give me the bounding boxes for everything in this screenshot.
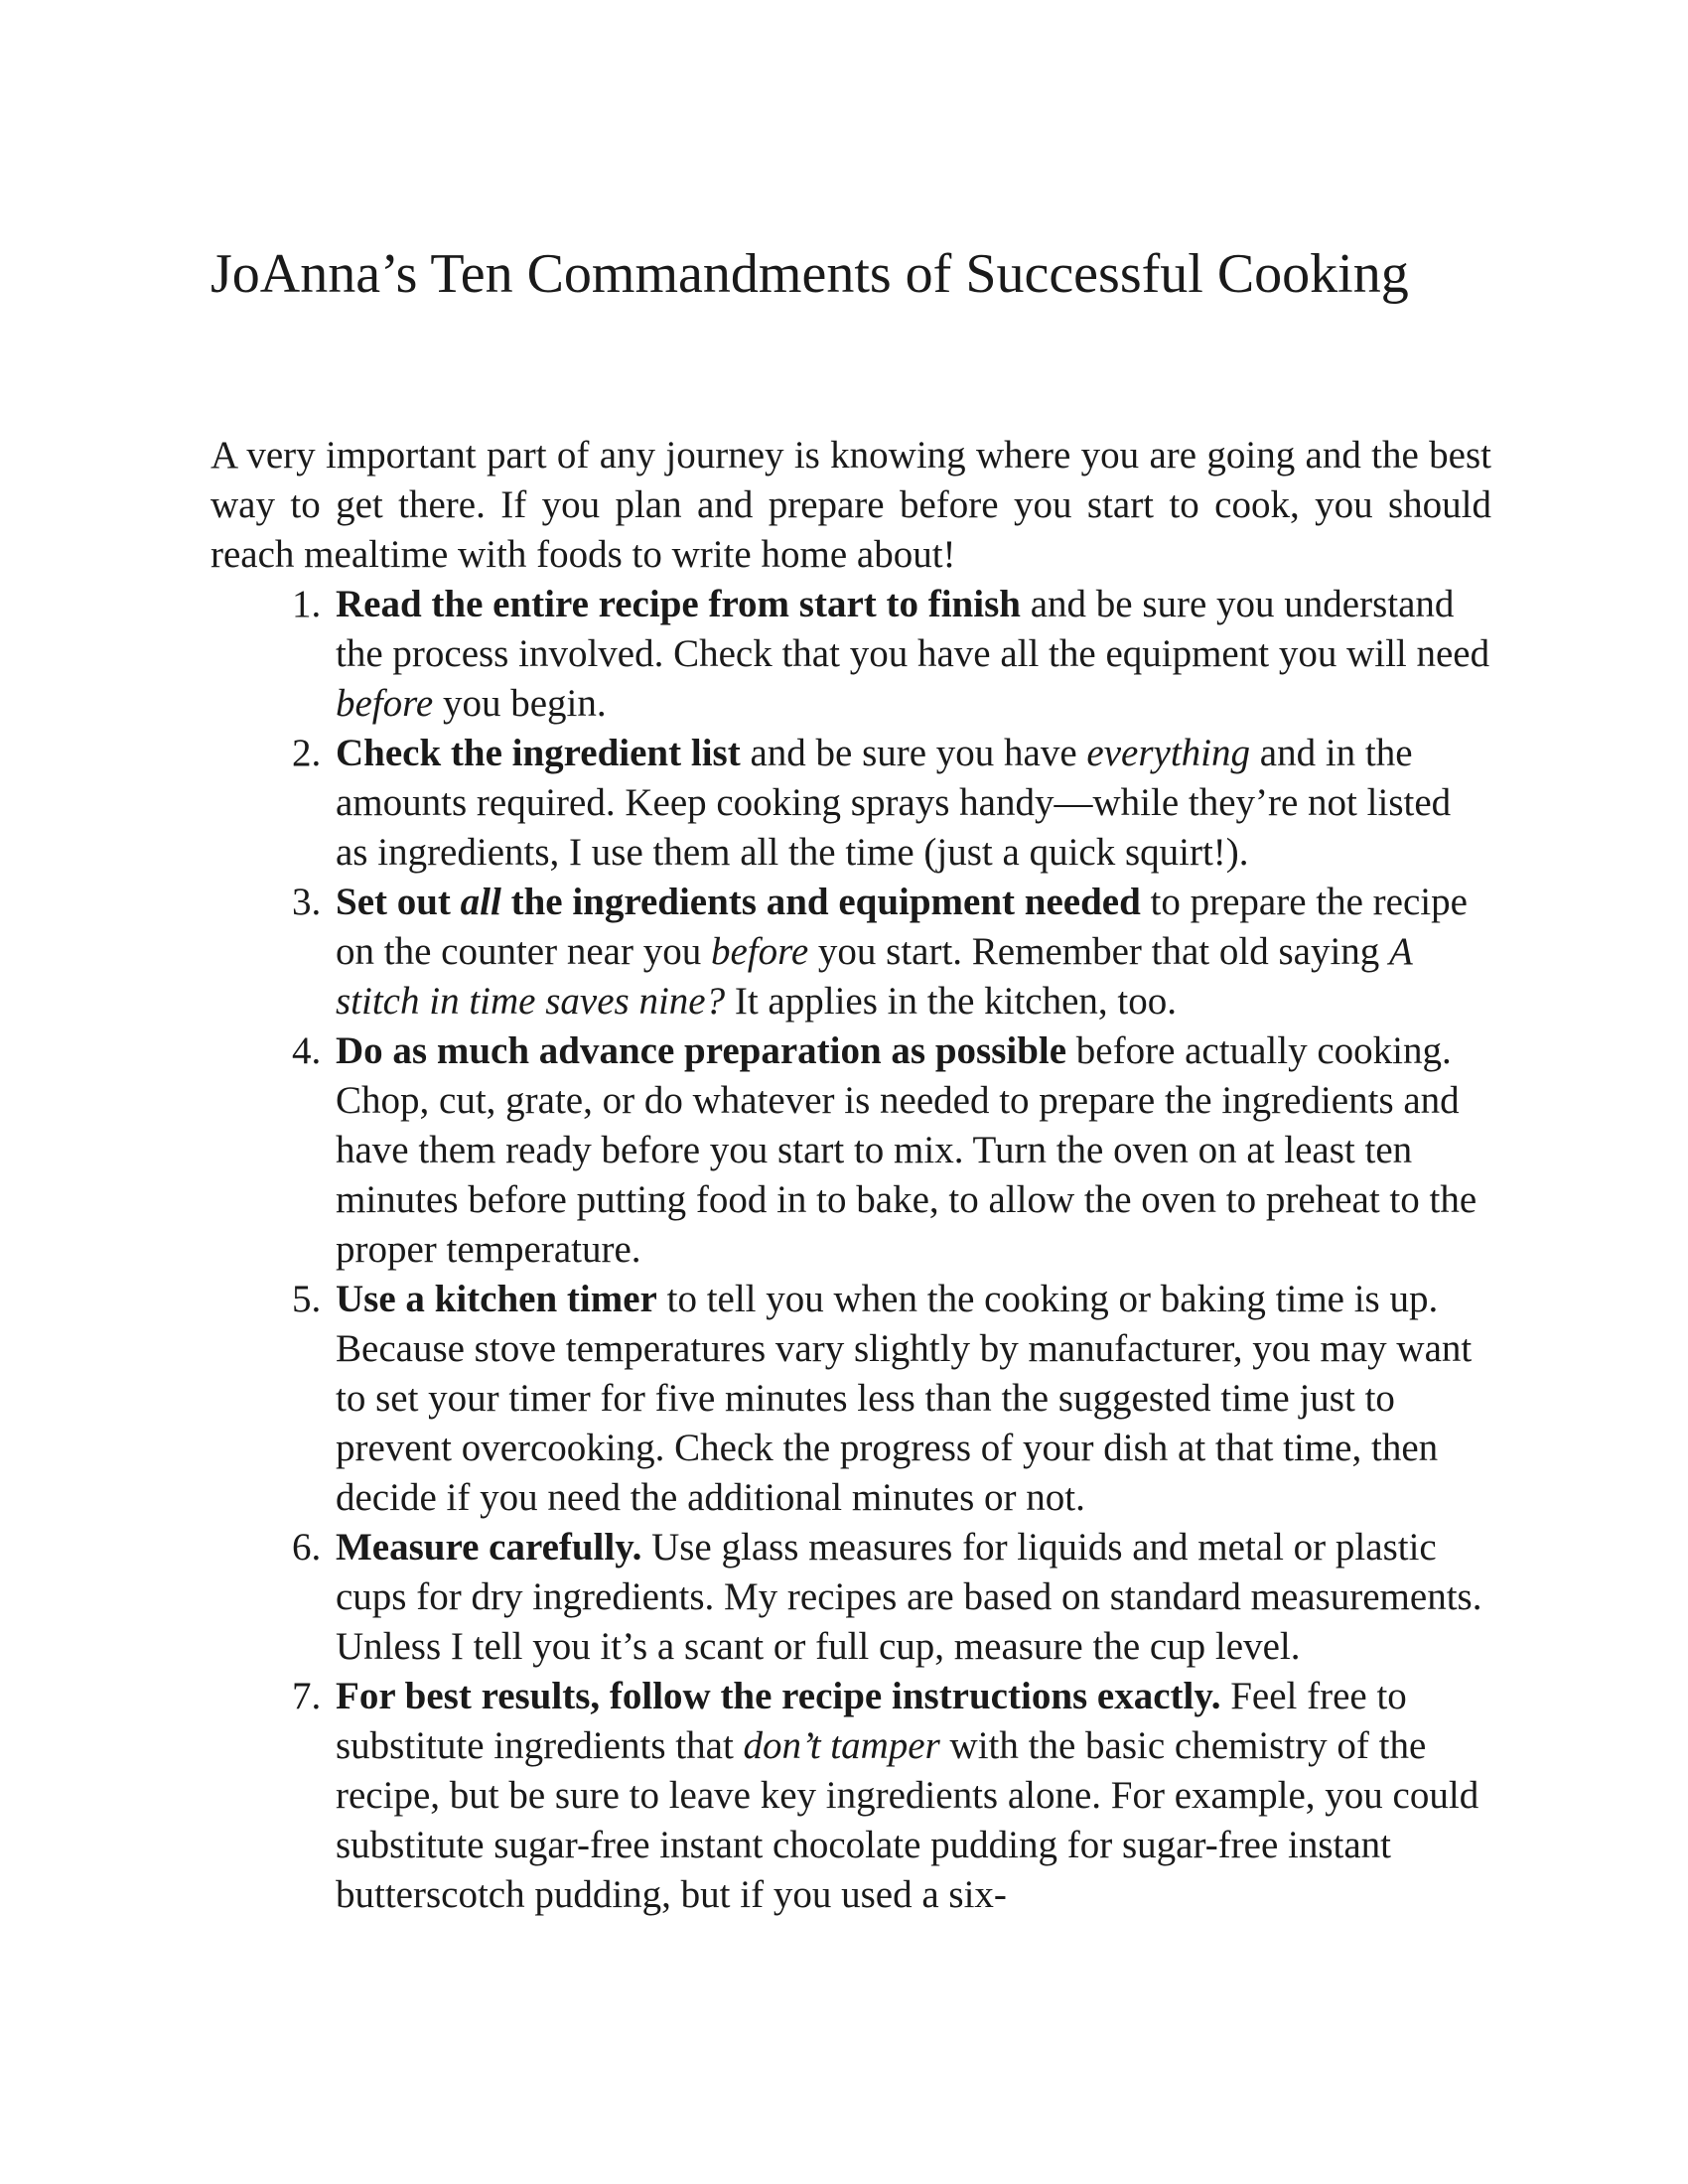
rule-text: before actually cooking. Chop, cut, grate, or do whatever is needed to prepare the ingredients and have them ready before you start to mix. Turn the oven on at least ten minutes before putting food in to bake, to allow the oven to preheat to the proper temperature. [336, 1029, 1477, 1271]
rule-emphasis: everything [1086, 732, 1251, 774]
list-item-2 [211, 729, 1491, 878]
list-item-number: 4. [292, 1029, 322, 1072]
rule-emphasis: don’t tamper [743, 1724, 940, 1767]
list-item-6 [211, 1523, 1491, 1672]
rule-heading: Measure carefully. [336, 1526, 642, 1569]
list-item-1 [211, 580, 1491, 729]
rule-text: you begin. [433, 682, 607, 725]
list-item-number: 5. [292, 1278, 322, 1320]
list-item-number: 6. [292, 1526, 322, 1569]
rule-text: and be sure you have [740, 732, 1087, 774]
rule-text: Use glass measures for liquids and metal or plastic cups for dry ingredients. My recipes are based on standard measurements. Unless I tell you it’s a scant or full cup, measure the cup level. [336, 1526, 1482, 1668]
commandments-list [211, 580, 1491, 1920]
rule-heading: Use a kitchen timer [336, 1278, 657, 1320]
list-item-3 [211, 878, 1491, 1026]
list-item-number: 3. [292, 881, 322, 923]
rule-heading: Check the ingredient list [336, 732, 741, 774]
rule-text: to prepare the recipe on the counter near you [336, 881, 1468, 973]
rule-text: Feel free to substitute ingredients that [336, 1675, 1407, 1767]
rule-emphasis: A stitch in time saves nine? [336, 930, 1413, 1023]
rule-text: and in the amounts required. Keep cooking sprays handy—while they’re not listed as ingredients, I use them all the time (just a quick squirt!). [336, 732, 1452, 874]
rule-heading: Do as much advance preparation as possible [336, 1029, 1067, 1072]
rule-text: to tell you when the cooking or baking time is up. Because stove temperatures vary slightly by manufacturer, you may want to set your timer for five minutes less than the suggested time just to prevent overcooking. Check the progress of your dish at that time, then decide if you need the additional minutes or not. [336, 1278, 1473, 1519]
rule-text: with the basic chemistry of the recipe, but be sure to leave key ingredients alone. For example, you could substitute sugar-free instant chocolate pudding for sugar-free instant butterscotch pudding, but if you used a six- [336, 1724, 1479, 1916]
rule-heading: For best results, follow the recipe instructions exactly. [336, 1675, 1221, 1717]
page-title: JoAnna’s Ten Commandments of Successful Cooking [211, 243, 1409, 305]
rule-text: It applies in the kitchen, too. [725, 980, 1178, 1023]
list-item-number: 7. [292, 1675, 322, 1717]
list-item-5 [211, 1275, 1491, 1523]
rule-heading: Set out [336, 881, 461, 923]
list-item-7 [211, 1672, 1491, 1920]
rule-text: and be sure you understand the process involved. Check that you have all the equipment you will need [336, 583, 1490, 675]
intro-paragraph: A very important part of any journey is knowing where you are going and the best way to get there. If you plan and prepare before you start to cook, you should reach mealtime with foods to write home about! [211, 434, 1491, 576]
list-item-4 [211, 1026, 1491, 1275]
rule-emphasis: before [710, 930, 809, 973]
rule-heading: the ingredients and equipment needed [500, 881, 1141, 923]
rule-emphasis: before [336, 682, 434, 725]
rule-heading-emphasis: all [460, 881, 501, 923]
list-item-number: 2. [292, 732, 322, 774]
rule-text: you start. Remember that old saying [808, 930, 1390, 973]
document-page [211, 0, 1491, 2184]
rule-heading: Read the entire recipe from start to finish [336, 583, 1021, 625]
list-item-number: 1. [292, 583, 322, 625]
